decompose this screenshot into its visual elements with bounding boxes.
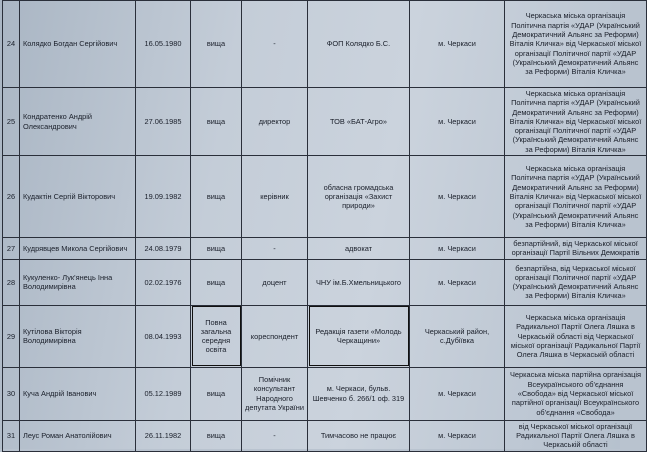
education: вища: [191, 156, 242, 238]
education: вища: [191, 1, 242, 88]
table-row: [3, 156, 647, 238]
candidate-name: Леус Роман Анатолійович: [20, 420, 136, 451]
table-row: [3, 88, 647, 156]
position: -: [242, 1, 308, 88]
candidate-name: Кондратенко Андрій Олександрович: [20, 88, 136, 156]
residence: м. Черкаси: [410, 259, 505, 305]
table-row: [3, 238, 647, 260]
education: вища: [191, 88, 242, 156]
row-number: 26: [3, 156, 20, 238]
position: Помічник консультант Народного депутата України: [242, 367, 308, 420]
row-number: 29: [3, 305, 20, 367]
candidate-name: Куча Андрій Іванович: [20, 367, 136, 420]
candidate-name: Кутілова Вікторія Володимирівна: [20, 305, 136, 367]
row-number: 30: [3, 367, 20, 420]
party-nomination: Черкаська міська організація Політична партія «УДАР (Український Демократичний Альянс за Реформи) Віталія Кличка» від Черкаської міської організації Політичної партії «УДАР (Український Демократичний Альянс за Реформи) Віталія Кличка»: [505, 1, 647, 88]
workplace: ЧНУ ім.Б.Хмельницького: [308, 259, 410, 305]
workplace: м. Черкаси, бульв. Шевченко б. 266/1 оф. 319: [308, 367, 410, 420]
row-number: 25: [3, 88, 20, 156]
birth-date: 27.06.1985: [136, 88, 191, 156]
candidate-name: Кудрявцев Микола Сергійович: [20, 238, 136, 260]
workplace: адвокат: [308, 238, 410, 260]
table-row: [3, 1, 647, 88]
table-row: [3, 367, 647, 420]
row-number: 31: [3, 420, 20, 451]
workplace: Редакція газети «Молодь Черкащини»: [308, 305, 410, 367]
birth-date: 08.04.1993: [136, 305, 191, 367]
table-row: [3, 305, 647, 367]
candidate-name: Колядко Богдан Сергійович: [20, 1, 136, 88]
birth-date: 16.05.1980: [136, 1, 191, 88]
party-nomination: Черкаська міська організація Політична партія «УДАР (Український Демократичний Альянс за Реформи) Віталія Кличка» від Черкаської міської організації Політичної партії «УДАР (Український Демократичний Альянс за Реформи) Віталія Кличка»: [505, 156, 647, 238]
party-nomination: Черкаська міська організація Радикальної Партії Олега Ляшка в Черкаській області від Черкаської міської організації Радикальної Партії Олега Ляшка в Черкаській області: [505, 305, 647, 367]
workplace: ТОВ «БАТ-Агро»: [308, 88, 410, 156]
education: вища: [191, 420, 242, 451]
residence: Черкаський район, с.Дубіївка: [410, 305, 505, 367]
birth-date: 05.12.1989: [136, 367, 191, 420]
residence: м. Черкаси: [410, 420, 505, 451]
birth-date: 26.11.1982: [136, 420, 191, 451]
workplace: обласна громадська організація «Захист природи»: [308, 156, 410, 238]
residence: м. Черкаси: [410, 156, 505, 238]
table-row: [3, 259, 647, 305]
residence: м. Черкаси: [410, 238, 505, 260]
candidate-name: Кукуленко- Лук'янець Інна Володимирівна: [20, 259, 136, 305]
party-nomination: безпартійна, від Черкаської міської організації Політичної партії «УДАР (Український Демократичний Альянс за Реформи) Віталія Кличка»: [505, 259, 647, 305]
position: директор: [242, 88, 308, 156]
education: вища: [191, 238, 242, 260]
birth-date: 24.08.1979: [136, 238, 191, 260]
education: вища: [191, 367, 242, 420]
residence: м. Черкаси: [410, 1, 505, 88]
row-number: 28: [3, 259, 20, 305]
residence: м. Черкаси: [410, 367, 505, 420]
workplace: ФОП Колядко Б.С.: [308, 1, 410, 88]
position: керівник: [242, 156, 308, 238]
party-nomination: Черкаська міська організація Політична партія «УДАР (Український Демократичний Альянс за Реформи) Віталія Кличка» від Черкаської міської організації Політичної партії «УДАР (Український Демократичний Альянс за Реформи) Віталія Кличка»: [505, 88, 647, 156]
row-number: 27: [3, 238, 20, 260]
table-row: [3, 420, 647, 451]
candidate-name: Кудактін Сергій Вікторович: [20, 156, 136, 238]
candidates-table: [2, 0, 647, 452]
residence: м. Черкаси: [410, 88, 505, 156]
position: кореспондент: [242, 305, 308, 367]
education: вища: [191, 259, 242, 305]
education: Повна загальна середня освіта: [191, 305, 242, 367]
birth-date: 19.09.1982: [136, 156, 191, 238]
row-number: 24: [3, 1, 20, 88]
party-nomination: Черкаська міська партійна організація Всеукраїнського об'єднання «Свобода» від Черкаської міської партійної організації Всеукраїнського об'єднання «Свобода»: [505, 367, 647, 420]
position: -: [242, 420, 308, 451]
party-nomination: від Черкаської міської організації Радикальної Партії Олега Ляшка в Черкаській області: [505, 420, 647, 451]
position: доцент: [242, 259, 308, 305]
party-nomination: безпартійний, від Черкаської міської організації Партії Вільних Демократів: [505, 238, 647, 260]
position: -: [242, 238, 308, 260]
workplace: Тимчасово не працює: [308, 420, 410, 451]
birth-date: 02.02.1976: [136, 259, 191, 305]
